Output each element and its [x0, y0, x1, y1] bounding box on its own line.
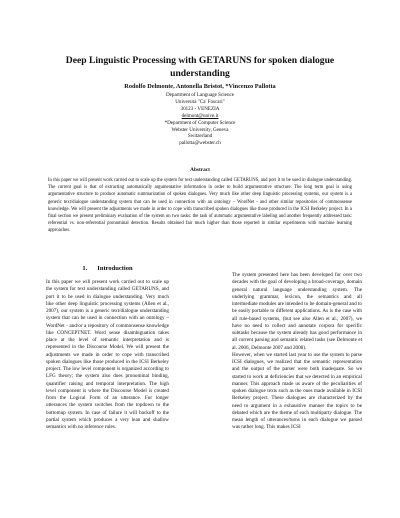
paper-title: Deep Linguistic Processing with GETARUNS for spoken dialogue understanding — [65, 55, 335, 79]
affiliation-line: 30123 - VENEZIA — [180, 105, 220, 112]
author-email-link[interactable]: delmont@unive.it — [181, 112, 219, 119]
affiliation-line: Department of Language Science — [165, 92, 235, 98]
affiliation-line: Switzerland — [187, 133, 213, 140]
body-paragraph: The system presented here has been developed for over two decades with the goal of developing a broad-coverage, domain general natural language understanding system. The underlying grammar, lexicon, the semantics and all intermediate modules are intended to be domain-general and to be easily portable to different applications. As is the case with all rule-based systems, (but see also Allen et al., 2007), we have no need to collect and annotate corpora for specific subtasks because the system already has good performance in all current parsing and semantic related tasks (see Delmonte et al. 2006, Delmonte 2007 and 2008). — [232, 272, 362, 351]
section-title: Introduction — [97, 265, 133, 272]
right-column — [232, 272, 362, 432]
affiliations — [60, 92, 340, 147]
affiliation-line: *Department of Computer Science — [164, 119, 236, 126]
body-paragraph: In this paper we will present work carried out to scale up the system for text understanding called GETARUNS, and port it to be used in dialogue understanding. Very much like other deep linguistic processing systems (Allen et al., 2007), our system is a generic text/dialogue understanding system that can be used in connection with an ontology – WordNet - and/or a repository of commonsense knowledge like CONCEPTNET. Word sense disambiguation takes place at the level of semantic interpretation and is represented in the Discourse Model. We will present the adjustments we made in order to cope with transcribed spoken dialogues like those produced in the ICSI Berkeley project. The low level component is organized according to LFG theory; the system also does pronominal binding, quantifier raising and temporal interpretation. The high level component is where the Discourse Model is created from the Logical Form of an utterance. For longer utterances the system switches from the topdown to the bottomup system. In case of failure it will backoff to the partial system which produces a very lean and shallow semantics with no inference rules. — [46, 279, 169, 430]
section-number: 1. — [82, 265, 88, 272]
paper-authors: Rodolfo Delmonte, Antonella Bristot, *Vincenzo Pallotta — [124, 83, 276, 90]
section-heading — [46, 265, 169, 272]
abstract-text: In this paper we will present work carried out to scale up the system for text understanding called GETARUNS, and port it to be used in dialogue understanding. The current goal is that of extracting automatically argumentative information in order to build argumentative structure. The long term goal is using argumentative structure to produce automatic summarization of spoken dialogues. Very much like other deep linguistic processing systems, our system is a generic text/dialogue understanding system that can be used in connection with an ontology – WordNet - and other similar repositories of commonsense knowledge. We will present the adjustments we made in order to cope with transcribed spoken dialogues like those produced in the ICSI Berkeley project. In a final section we present preliminary evaluation of the system on two tasks: the task of automatic argumentative labeling and another frequently addressed task: referential vs. non-referential pronominal detection. Results obtained fair much higher than those reported in similar experiments with machine learning approaches. — [48, 178, 352, 234]
author-email: pallotta@webster.ch — [179, 140, 221, 147]
affiliation-line: Webster University, Geneva — [171, 126, 229, 133]
body-paragraph: However, when we started last year to use the system to parse ICSI dialogues, we realized that the semantic representation and the output of the parser were both inadequate. So we started to work at deficiencies that we detected in an empirical manner. This approach made us aware of the peculiarities of spoken dialogue texts such as the ones made available in ICSI Berkeley project. These dialogues are characterized by the need to argument in a exhaustive manner the topics to be debated which are the theme of each multiparty dialogue. The mean length of utterances/turns in each dialogue we parsed was rather long. This makes ICSI — [232, 351, 362, 431]
affiliation-line: Università "Ca' Foscari" — [175, 98, 225, 105]
left-column — [46, 279, 169, 431]
abstract-heading: Abstract — [190, 167, 210, 173]
